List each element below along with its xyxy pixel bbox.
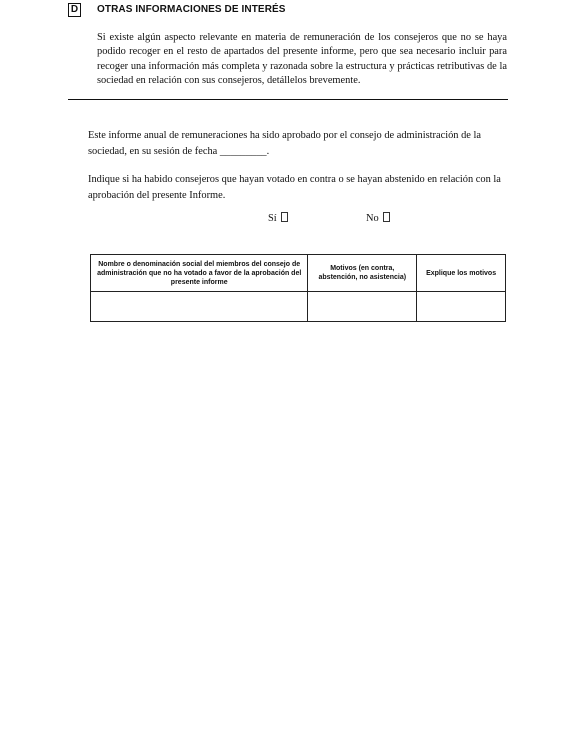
cell-explanation[interactable] [417,292,506,322]
table-row [91,292,506,322]
column-header-reasons: Motivos (en contra, abstención, no asistencia) [308,255,417,292]
option-no-label: No [366,213,379,224]
checkbox-yes-icon[interactable] [281,212,288,222]
checkbox-no-icon[interactable] [383,212,390,222]
section-intro-text: Si existe algún aspecto relevante en materia de remuneración de los consejeros que no se haya podido recoger en el resto de apartados del presente informe, pero que sea necesario incluir para recoger una información más completa y razonada sobre la estructura y prácticas retributivas de la sociedad en relación con sus consejeros, detállelos brevemente. [97,32,507,87]
option-yes[interactable] [268,212,288,224]
column-header-explanation: Explique los motivos [417,255,506,292]
column-header-member-name: Nombre o denominación social del miembros del consejo de administración que no ha votado a favor de la aprobación del presente informe [91,255,308,292]
section-divider [68,99,508,100]
table-header-row [91,255,506,292]
option-no[interactable] [366,212,390,224]
dissent-votes-table [90,254,506,322]
section-title: OTRAS INFORMACIONES DE INTERÉS [97,4,286,15]
section-letter-badge: D [68,3,81,17]
vote-question: Indique si ha habido consejeros que hayan votado en contra o se hayan abstenido en relación con la aprobación del presente Informe. [88,174,501,201]
cell-reasons[interactable] [308,292,417,322]
cell-member-name[interactable] [91,292,308,322]
option-yes-label: Sí [268,213,277,224]
approval-statement: Este informe anual de remuneraciones ha sido aprobado por el consejo de administración de la sociedad, en su sesión de fecha _________. [88,130,481,157]
